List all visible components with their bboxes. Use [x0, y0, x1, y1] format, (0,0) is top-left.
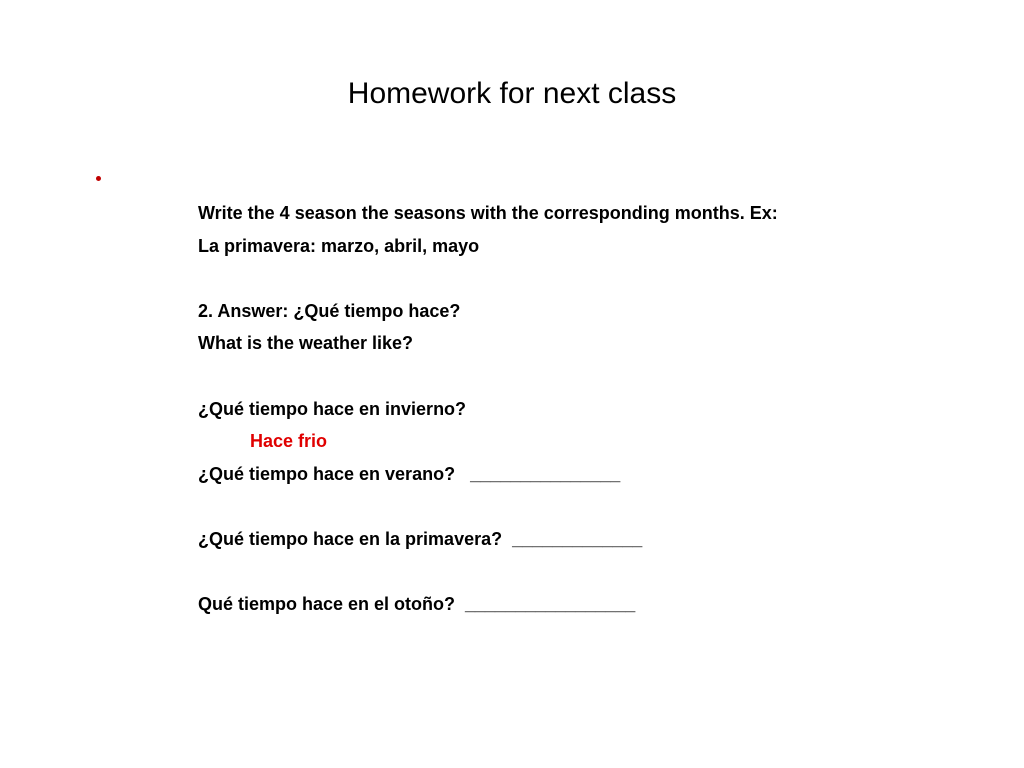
slide-title: Homework for next class — [347, 77, 677, 110]
bullet-dot — [96, 176, 101, 181]
question-spring: ¿Qué tiempo hace en la primavera? _____________ — [198, 528, 643, 549]
question-summer: ¿Qué tiempo hace en verano? _______________ — [198, 463, 621, 484]
spacer — [198, 360, 978, 393]
example-line: La primavera: marzo, abril, mayo — [198, 235, 480, 256]
question-heading: 2. Answer: ¿Qué tiempo hace? — [198, 300, 461, 321]
spacer — [198, 490, 978, 523]
instruction-line-1: Write the 4 season the seasons with the corresponding months. Ex: — [198, 203, 778, 223]
spacer — [198, 556, 978, 589]
question-autumn: Qué tiempo hace en el otoño? _________________ — [198, 594, 636, 615]
question-translation: What is the weather like? — [198, 333, 414, 354]
homework-text-body — [198, 197, 978, 621]
spacer — [198, 262, 978, 295]
question-winter: ¿Qué tiempo hace en invierno? — [198, 398, 467, 419]
answer-winter: Hace frio — [250, 431, 328, 452]
